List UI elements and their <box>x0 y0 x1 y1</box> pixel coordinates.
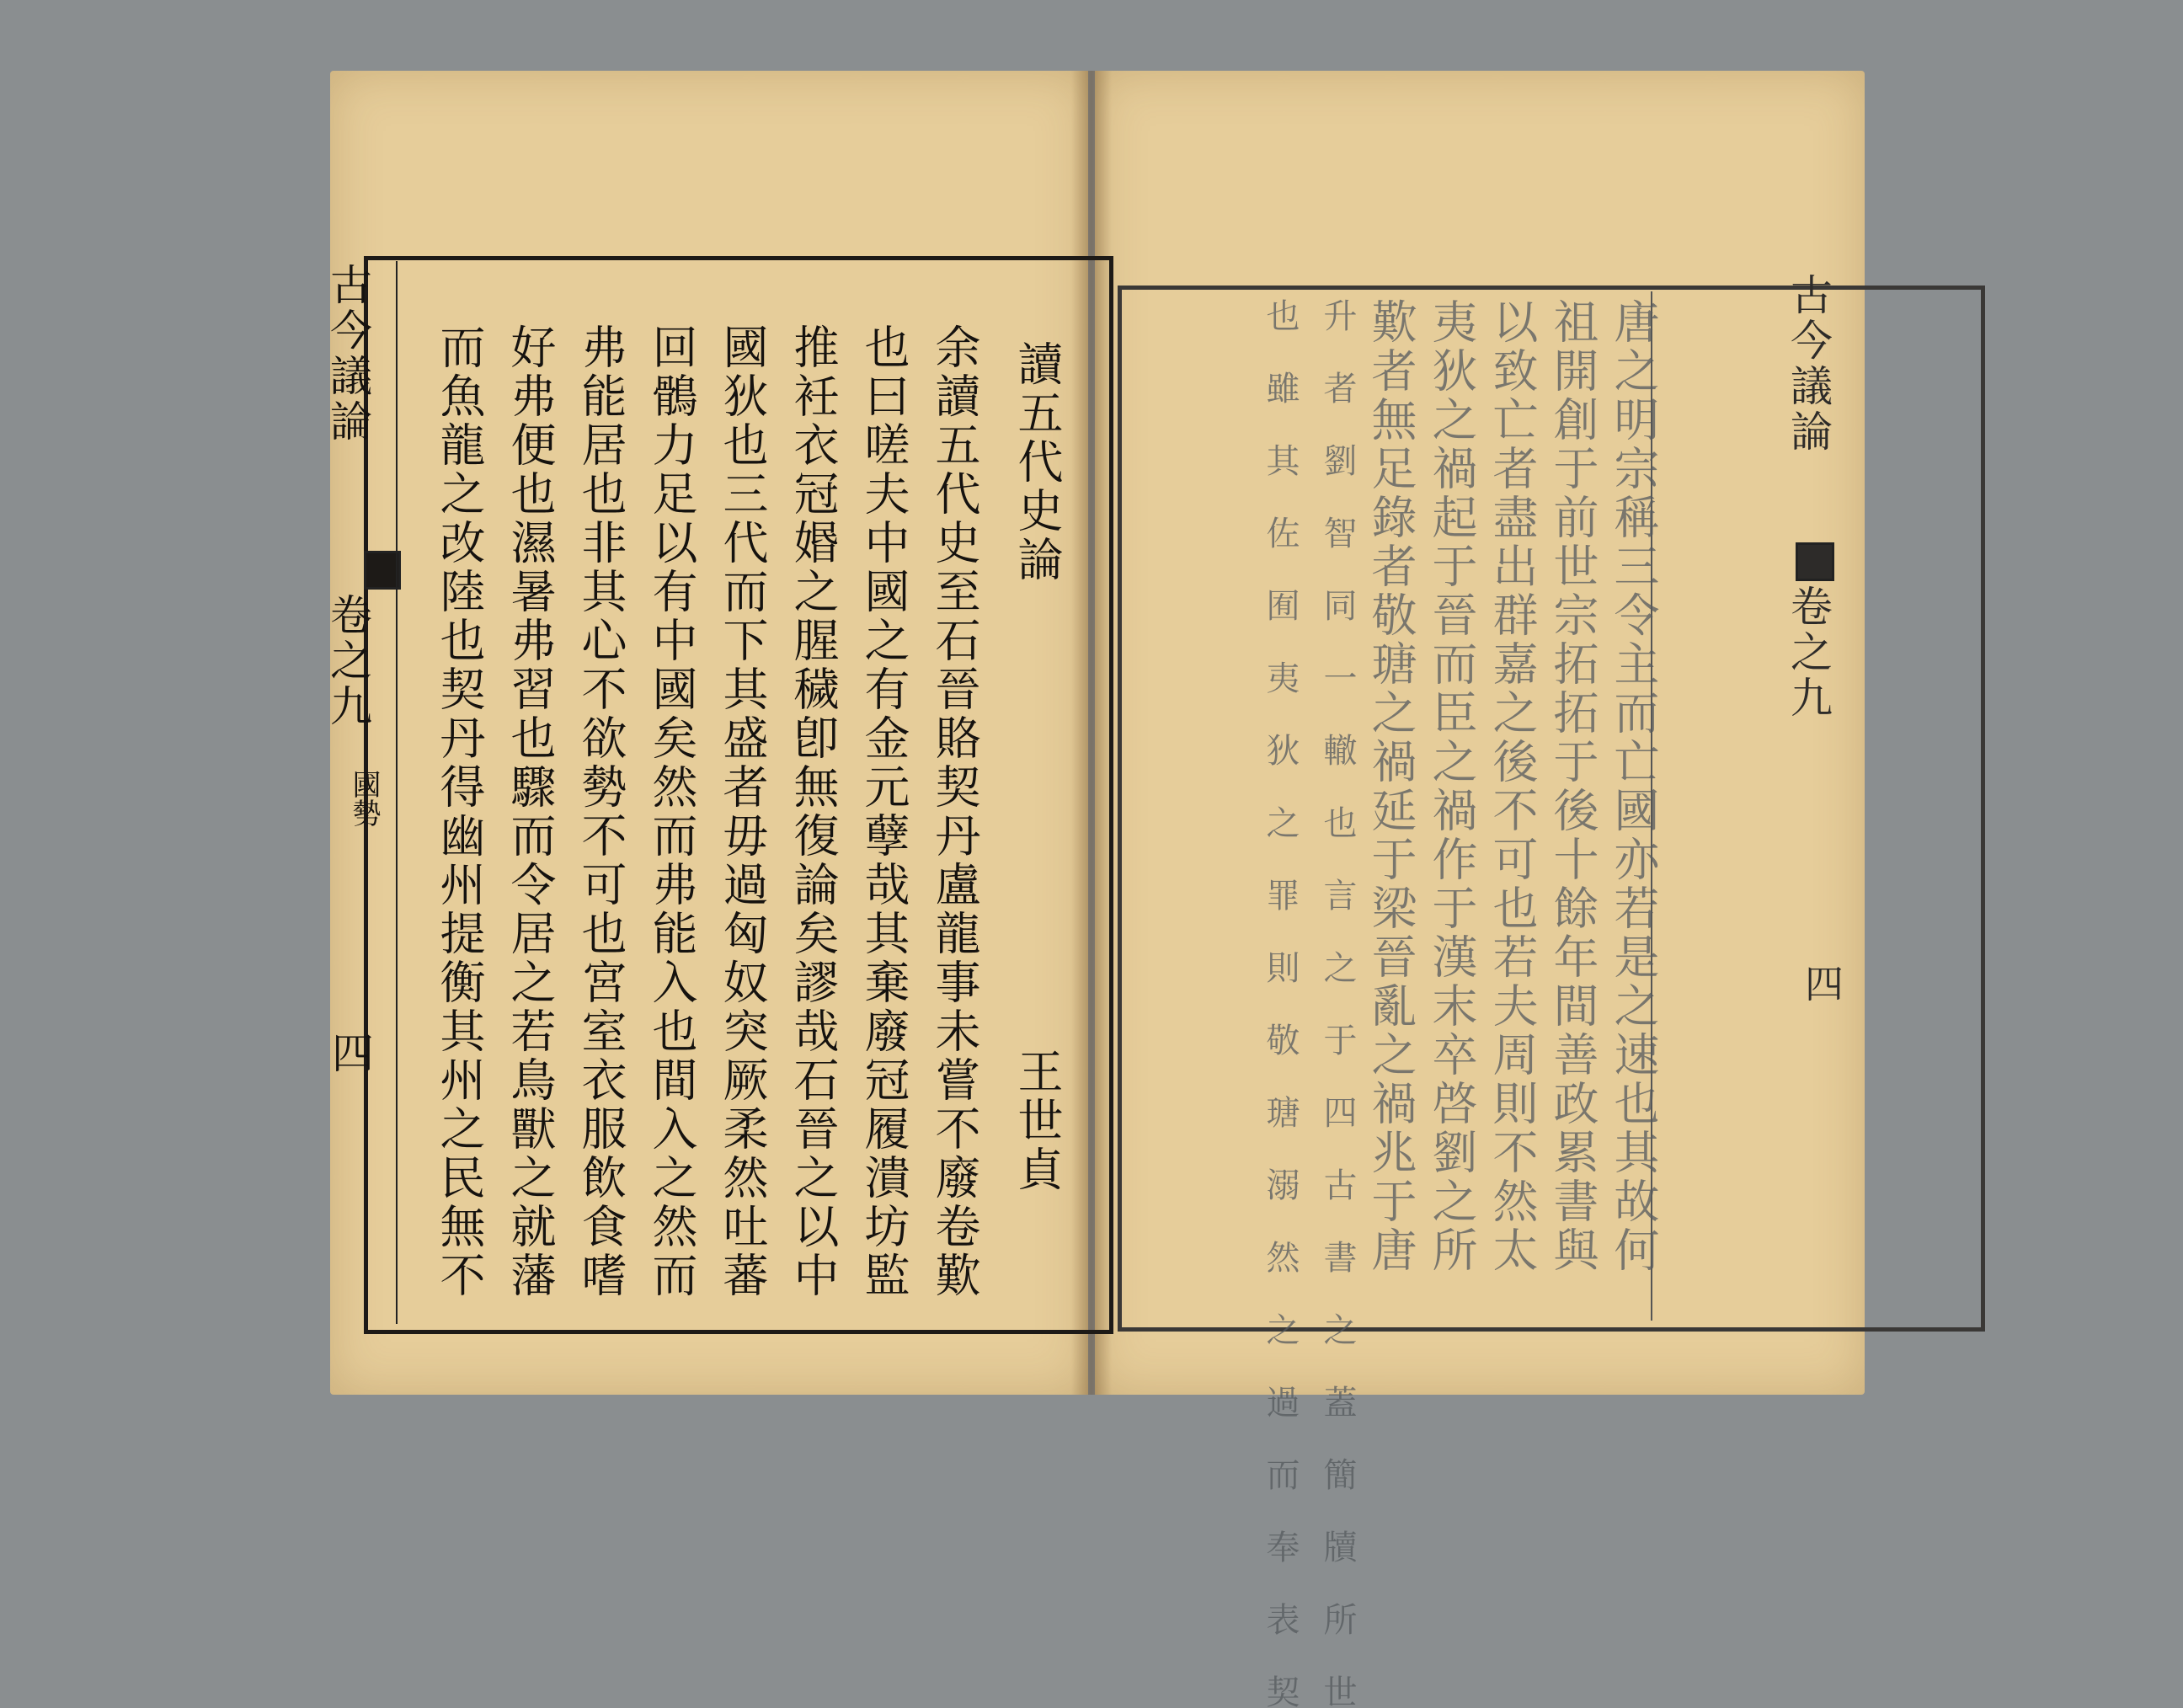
right-text-column-3: 以致亡者盡出群嘉之後不可也若夫周則不然太 <box>1486 298 1539 1275</box>
text-column-8: 而魚龍之改陸也契丹得幽州提衡其州之民無不 <box>433 323 486 1300</box>
text-column-1: 余讀五代史至石晉賂契丹盧龍事未嘗不廢卷歎 <box>928 323 981 1300</box>
text-column-2: 也曰嗟夫中國之有金元孽哉其棄廢冠履潰坊監 <box>857 323 910 1300</box>
author-name: 王世貞 <box>1011 1048 1064 1194</box>
left-margin-volume: 卷之九 <box>323 593 372 729</box>
left-margin-sub: 國勢 <box>347 770 381 827</box>
right-text-column-4: 夷狄之禍起于晉而臣之禍作于漢末卒啓劉之所 <box>1425 298 1478 1275</box>
right-margin-folio: 四 <box>1799 963 1844 1006</box>
right-text-column-1: 唐之明宗稱三令主而亡國亦若是之速也其故何 <box>1607 298 1660 1275</box>
left-margin-folio: 四 <box>325 1031 374 1076</box>
left-margin-title: 古今議論 <box>323 263 372 445</box>
text-column-7: 好弗便也濕暑弗習也驟而令居之若鳥獸之就藩 <box>504 323 557 1300</box>
right-fishtail-mark <box>1796 542 1834 581</box>
right-text-column-7: 也 雖 其 佐 囿 夷 狄 之 罪 則 敬 瑭 溺 然 之 過 而 奉 表 契 <box>1261 298 1300 1708</box>
text-column-6: 弗能居也非其心不欲勢不可也宮室衣服飲食嗜 <box>574 323 627 1300</box>
text-column-3: 推衽衣冠㛰之腥穢卽無復論矣謬哉石晉之以中 <box>787 323 840 1300</box>
right-margin-volume: 卷之九 <box>1784 584 1833 721</box>
text-column-5: 回鶻力足以有中國矣然而弗能入也間入之然而 <box>645 323 698 1300</box>
open-book <box>323 71 1865 1708</box>
text-column-4: 國狄也三代而下其盛者毋過匈奴突厥柔然吐蕃 <box>716 323 769 1300</box>
right-text-column-5: 歎者無足錄者敬瑭之禍延于梁晉亂之禍兆于唐 <box>1364 298 1417 1275</box>
margin-rule <box>396 261 398 1324</box>
right-text-column-2: 祖開創于前世宗拓拓于後十餘年間善政累書與 <box>1546 298 1599 1275</box>
right-margin-title: 古今議論 <box>1784 273 1833 455</box>
right-text-column-6: 升 者 劉 智 同 一 轍 也 言 之 于 四 古 書 之 蓋 簡 牘 所 世 <box>1318 298 1357 1708</box>
essay-title: 讀五代史論 <box>1011 340 1064 584</box>
